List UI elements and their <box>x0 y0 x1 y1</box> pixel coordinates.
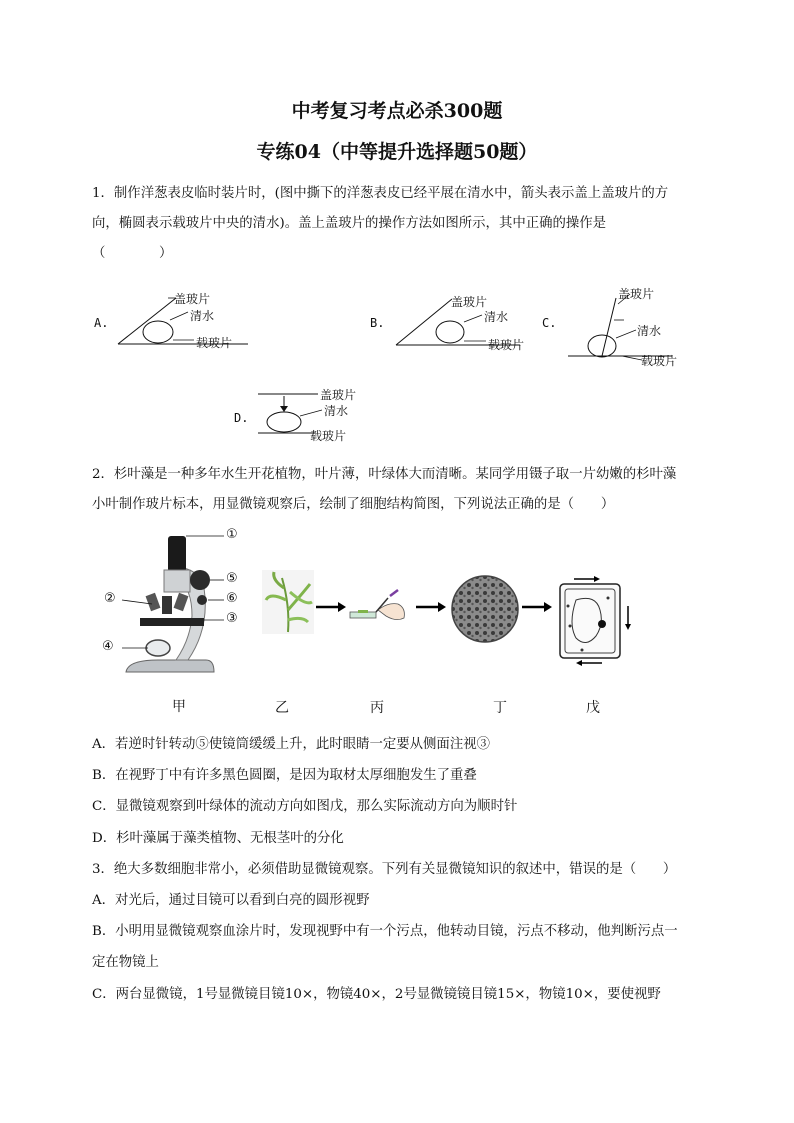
q2-option-d: D．杉叶藻属于藻类植物、无根茎叶的分化 <box>92 831 344 846</box>
q1-line-1: 1．制作洋葱表皮临时装片时，(图中撕下的洋葱表皮已经平展在清水中，箭头表示盖上盖玻片的方 <box>92 186 669 201</box>
q1-option-a-letter: A. <box>94 316 109 330</box>
caption-yi: 乙 <box>275 700 289 716</box>
q1-option-c-cover-label: 盖玻片 <box>618 287 655 301</box>
q1-option-b-cover-label: 盖玻片 <box>451 295 488 309</box>
q1-option-d-cover-label: 盖玻片 <box>320 388 357 402</box>
marker-3: ③ <box>226 611 238 626</box>
caption-ding: 丁 <box>493 700 507 716</box>
q3-line-1: 3．绝大多数细胞非常小，必须借助显微镜观察。下列有关显微镜知识的叙述中，错误的是（ ） <box>92 862 677 877</box>
microscope-view-illustration <box>450 574 520 644</box>
q1-line-2: 向，椭圆表示载玻片中央的清水)。盖上盖玻片的操作方法如图所示，其中正确的操作是 <box>92 216 607 231</box>
marker-6: ⑥ <box>226 591 238 606</box>
caption-wu: 戊 <box>586 700 600 716</box>
cell-structure-diagram <box>556 576 636 666</box>
q1-option-c-water-label: 清水 <box>637 324 662 338</box>
q2-option-b: B．在视野丁中有许多黑色圆圈，是因为取材太厚细胞发生了重叠 <box>92 768 477 783</box>
q1-option-b-slide-label: 载玻片 <box>488 338 525 352</box>
page-title: 中考复习考点必杀300题 <box>291 100 503 122</box>
caption-bing: 丙 <box>370 700 384 716</box>
q3-option-b-line-1: B．小明用显微镜观察血涂片时，发现视野中有一个污点，他转动目镜，污点不移动，他判断污点一 <box>92 924 678 939</box>
q3-option-b-line-2: 定在物镜上 <box>92 955 159 970</box>
q1-option-a-cover-label: 盖玻片 <box>174 292 211 306</box>
marker-2: ② <box>104 591 116 606</box>
plant-illustration <box>262 570 314 634</box>
q1-option-c-slide-label: 载玻片 <box>641 354 678 368</box>
q1-option-a-water-label: 清水 <box>190 309 215 323</box>
arrow-icon <box>416 600 446 614</box>
q3-option-c: C．两台显微镜，1号显微镜目镜10×，物镜40×，2号显微镜镜目镜15×，物镜10×，要使视野 <box>92 987 661 1002</box>
arrow-icon <box>316 600 346 614</box>
q2-option-a: A．若逆时针转动⑤使镜筒缓缓上升，此时眼睛一定要从侧面注视③ <box>92 737 490 752</box>
q2-line-2: 小叶制作玻片标本，用显微镜观察后，绘制了细胞结构简图，下列说法正确的是（ ） <box>92 497 615 512</box>
q1-option-d-slide-label: 载玻片 <box>310 429 347 443</box>
caption-jia: 甲 <box>172 699 186 715</box>
arrow-icon <box>522 600 552 614</box>
q1-option-b-water-label: 清水 <box>484 310 509 324</box>
q1-option-b-letter: B. <box>370 316 385 330</box>
slide-preparation-illustration <box>348 588 410 626</box>
q2-line-1: 2．杉叶藻是一种多年水生开花植物，叶片薄，叶绿体大而清晰。某同学用镊子取一片幼嫩的杉叶藻 <box>92 467 677 482</box>
microscope-illustration <box>118 528 258 688</box>
q1-option-c-letter: C. <box>542 316 557 330</box>
marker-4: ④ <box>102 639 114 654</box>
marker-5: ⑤ <box>226 571 238 586</box>
q3-option-a: A．对光后，通过目镜可以看到白亮的圆形视野 <box>92 893 370 908</box>
page-subtitle: 专练04（中等提升选择题50题） <box>256 141 538 163</box>
marker-1: ① <box>226 527 238 542</box>
q1-option-a-slide-label: 载玻片 <box>196 336 233 350</box>
q1-option-d-water-label: 清水 <box>324 404 349 418</box>
q2-option-c: C．显微镜观察到叶绿体的流动方向如图戊，那么实际流动方向为顺时针 <box>92 799 518 814</box>
q1-option-d-letter: D. <box>234 411 249 425</box>
q1-line-3: （ ） <box>92 246 173 261</box>
